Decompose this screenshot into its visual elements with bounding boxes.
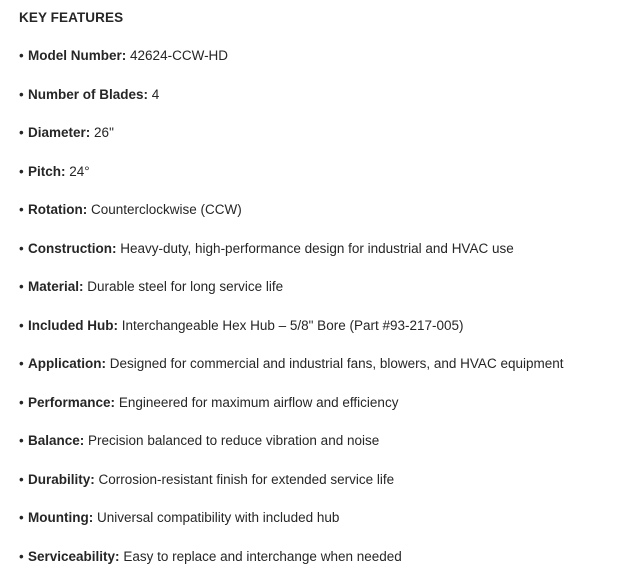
feature-label: Pitch: [28,164,66,179]
bullet-marker: • [19,395,28,411]
feature-item [19,202,564,241]
feature-value: Corrosion-resistant finish for extended service life [99,472,395,487]
feature-value: Interchangeable Hex Hub – 5/8" Bore (Part #93-217-005) [122,318,464,333]
bullet-marker: • [19,318,28,334]
feature-label: Durability: [28,472,95,487]
bullet-marker: • [19,356,28,372]
bullet-marker: • [19,48,28,64]
bullet-marker: • [19,510,28,526]
feature-item [19,472,564,511]
feature-item [19,549,564,587]
section-heading: KEY FEATURES [19,10,123,26]
feature-item [19,318,564,357]
feature-item [19,395,564,434]
bullet-marker: • [19,472,28,488]
bullet-marker: • [19,433,28,449]
bullet-marker: • [19,241,28,257]
feature-value: 24° [69,164,89,179]
feature-item [19,87,564,126]
feature-label: Application: [28,356,106,371]
feature-item [19,510,564,549]
bullet-marker: • [19,279,28,295]
feature-value: Heavy-duty, high-performance design for industrial and HVAC use [120,241,513,256]
feature-label: Number of Blades: [28,87,148,102]
feature-label: Serviceability: [28,549,120,564]
feature-label: Mounting: [28,510,93,525]
feature-item [19,125,564,164]
feature-label: Rotation: [28,202,87,217]
feature-item [19,433,564,472]
feature-value: Designed for commercial and industrial fans, blowers, and HVAC equipment [110,356,564,371]
feature-label: Balance: [28,433,84,448]
feature-item [19,356,564,395]
feature-label: Included Hub: [28,318,118,333]
feature-value: 26" [94,125,114,140]
feature-item [19,164,564,203]
feature-value: Easy to replace and interchange when needed [123,549,401,564]
feature-list [19,48,564,587]
bullet-marker: • [19,125,28,141]
bullet-marker: • [19,87,28,103]
feature-value: Universal compatibility with included hub [97,510,339,525]
feature-label: Diameter: [28,125,90,140]
feature-label: Model Number: [28,48,126,63]
bullet-marker: • [19,202,28,218]
feature-label: Construction: [28,241,117,256]
feature-label: Material: [28,279,84,294]
bullet-marker: • [19,549,28,565]
feature-value: Precision balanced to reduce vibration and noise [88,433,379,448]
feature-value: Durable steel for long service life [87,279,283,294]
feature-value: 4 [152,87,160,102]
feature-item [19,279,564,318]
feature-item [19,48,564,87]
feature-item [19,241,564,280]
bullet-marker: • [19,164,28,180]
feature-value: Counterclockwise (CCW) [91,202,242,217]
feature-label: Performance: [28,395,115,410]
feature-value: Engineered for maximum airflow and efficiency [119,395,399,410]
feature-value: 42624-CCW-HD [130,48,228,63]
